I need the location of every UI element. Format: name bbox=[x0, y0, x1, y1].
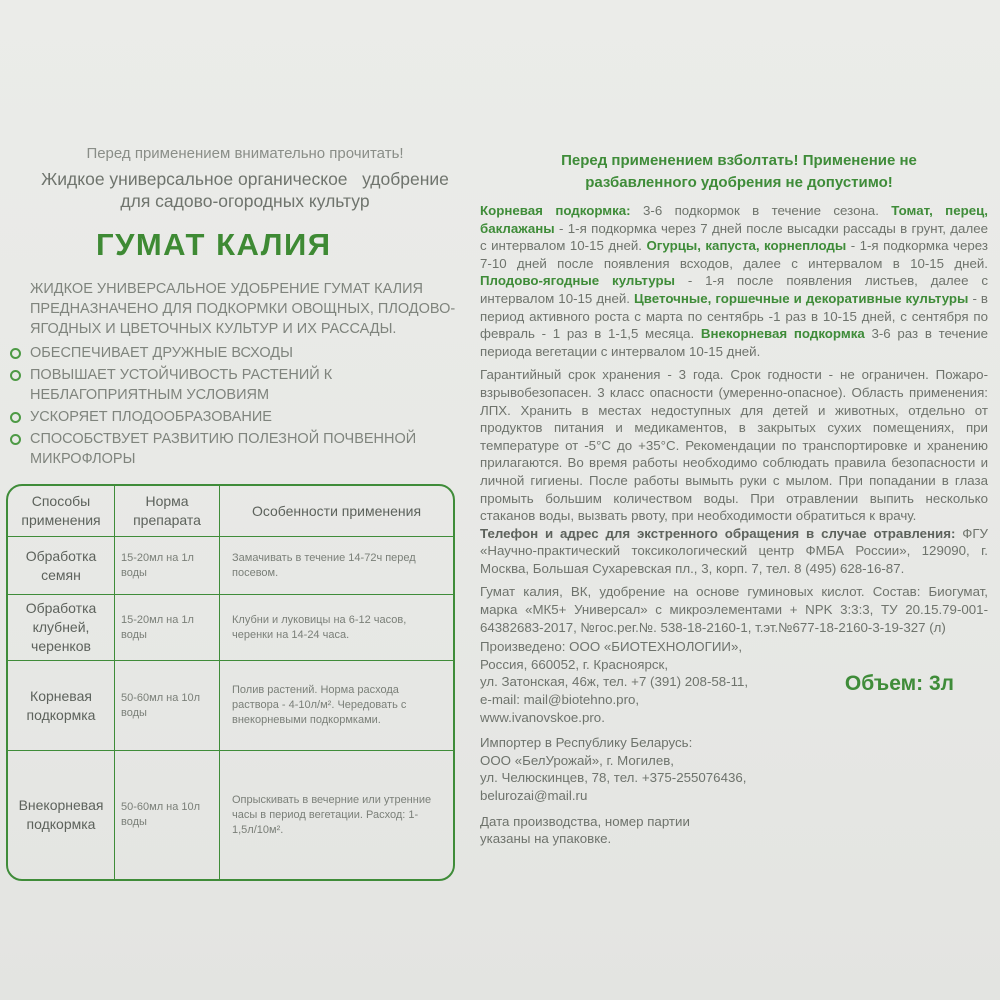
table-row bbox=[8, 661, 453, 751]
importer-block: Импортер в Республику Беларусь: ООО «БелУрожай», г. Могилев, ул. Челюскинцев, 78, тел. +375-255076436, belurozai@mail.ru bbox=[480, 735, 747, 803]
table-row bbox=[8, 751, 453, 880]
row-rate: 15-20мл на 1л воды bbox=[115, 595, 220, 661]
producer-info bbox=[480, 638, 988, 848]
benefit-item: ОБЕСПЕЧИВАЕТ ДРУЖНЫЕ ВСХОДЫ bbox=[10, 343, 480, 363]
benefit-item: ПОВЫШАЕТ УСТОЙЧИВОСТЬ РАСТЕНИЙ К НЕБЛАГОПРИЯТНЫМ УСЛОВИЯМ bbox=[10, 365, 480, 405]
bullet-circle-icon bbox=[10, 370, 21, 381]
storage-safety-text: Гарантийный срок хранения - 3 года. Срок годности - не ограничен. Пожаро-взрывобезопасен. 3 класс опасности (умеренно-опасное). Область применения: ЛПХ. Хранить в местах недоступных для детей и животных, отдельно от продуктов питания и медикаментов, в закрытых сухих помещениях, при температуре от -5°С до +35°С. Рекомендации по транспортировке и хранению прилагаются. Во время работы необходимо соблюдать правила безопасности и личной гигиены. После работы вымыть руки с мылом. При попадании в глаза промыть большим количеством воды. При отравлении выпить несколько стаканов воды, вызвать рвоту, при необходимости обратиться к врачу. bbox=[480, 367, 988, 524]
row-notes: Опрыскивать в вечерние или утренние часы в период вегетации. Расход: 1-1,5л/10м². bbox=[220, 751, 454, 880]
bullet-circle-icon bbox=[10, 412, 21, 423]
bullet-circle-icon bbox=[10, 348, 21, 359]
header-notes: Особенности применения bbox=[220, 486, 454, 537]
emergency-contact: Телефон и адрес для экстренного обращения в случае отравления: ФГУ «Научно-практический токсикологический центр ФМБА России», 129090, г. Москва, Большая Сухаревская пл., 3, корп. 7, тел. 8 (495) 628-16-87. bbox=[480, 525, 988, 576]
row-notes: Полив растений. Норма расхода раствора - 4-10л/м². Чередовать с внекорневыми подкормками. bbox=[220, 661, 454, 751]
product-description: ЖИДКОЕ УНИВЕРСАЛЬНОЕ УДОБРЕНИЕ ГУМАТ КАЛИЯ ПРЕДНАЗНАЧЕНО ДЛЯ ПОДКОРМКИ ОВОЩНЫХ, ПЛОДОВО-ЯГОДНЫХ И ЦВЕТОЧНЫХ КУЛЬТУР И ИХ РАССАДЫ. bbox=[30, 281, 456, 337]
row-rate: 15-20мл на 1л воды bbox=[115, 537, 220, 595]
row-rate: 50-60мл на 10л воды bbox=[115, 661, 220, 751]
table-row bbox=[8, 595, 453, 661]
bullet-circle-icon bbox=[10, 434, 21, 445]
row-rate: 50-60мл на 10л воды bbox=[115, 751, 220, 880]
benefit-item: УСКОРЯЕТ ПЛОДООБРАЗОВАНИЕ bbox=[10, 407, 480, 427]
row-notes: Клубни и луковицы на 6-12 часов, черенки на 14-24 часа. bbox=[220, 595, 454, 661]
usage-table bbox=[6, 484, 455, 881]
table-header-row bbox=[8, 486, 453, 537]
subtitle-line-1: Жидкое универсальное органическое удобрение bbox=[41, 169, 449, 189]
feeding-instructions: Корневая подкормка: 3-6 подкормок в течение сезона. Томат, перец, баклажаны - 1-я подкормка через 7 дней после высадки рассады в грунт, далее с интервалом 10-15 дней. Огурцы, капуста, корнеплоды - 1-я подкормка через 7-10 дней после появления всходов, далее с интервалом в 10-15 дней. Плодово-ягодные культуры - 1-я после появления листьев, далее с интервалом 10-15 дней. Цветочные, горшечные и декоративные культуры - в период активного роста с марта по сентябрь -1 раз в 10-15 дней, с сентября по февраль - 1 раз в 1-1,5 месяца. Внекорневая подкормка 3-6 раз в течение периода вегетации с интервалом 10-15 дней. bbox=[480, 203, 988, 359]
row-notes: Замачивать в течение 14-72ч перед посевом. bbox=[220, 537, 454, 595]
right-panel bbox=[480, 150, 988, 856]
table-row bbox=[8, 537, 453, 595]
product-subtitle bbox=[10, 168, 480, 212]
row-method: Внекорневая подкормка bbox=[8, 751, 115, 880]
producer-block: Произведено: ООО «БИОТЕХНОЛОГИИ», Россия, 660052, г. Красноярск, ул. Затонская, 46ж, тел. +7 (391) 208-58-11, e-mail: mail@biotehno.pro, www.ivanovskoe.pro. bbox=[480, 639, 749, 725]
row-method: Обработка семян bbox=[8, 537, 115, 595]
row-method: Обработка клубней, черенков bbox=[8, 595, 115, 661]
product-title: ГУМАТ КАЛИЯ bbox=[96, 227, 332, 262]
benefit-item: СПОСОБСТВУЕТ РАЗВИТИЮ ПОЛЕЗНОЙ ПОЧВЕННОЙ МИКРОФЛОРЫ bbox=[10, 429, 480, 469]
header-method: Способы применения bbox=[8, 486, 115, 537]
left-panel bbox=[0, 145, 480, 467]
subtitle-line-2: для садово-огородных культур bbox=[120, 191, 370, 211]
production-date-note: Дата производства, номер партии указаны на упаковке. bbox=[480, 813, 690, 847]
row-method: Корневая подкормка bbox=[8, 661, 115, 751]
pre-read-note: Перед применением внимательно прочитать! bbox=[86, 145, 404, 162]
volume-label: Объем: 3л bbox=[844, 672, 954, 695]
benefits-list bbox=[10, 343, 480, 471]
composition-text: Гумат калия, ВК, удобрение на основе гуминовых кислот. Состав: Биогумат, марка «МК5+ Универсал» с микроэлементами + NPK 3:3:3, ТУ 20.15.79-001-64382683-2017, №гос.рег.№. 538-18-2160-1, т.эт.№677-18-2160-3-19-327 (л) bbox=[480, 584, 988, 635]
header-rate: Норма препарата bbox=[115, 486, 220, 537]
shake-warning: Перед применением взболтать! Применение не разбавленного удобрения не допустимо! bbox=[561, 152, 917, 191]
